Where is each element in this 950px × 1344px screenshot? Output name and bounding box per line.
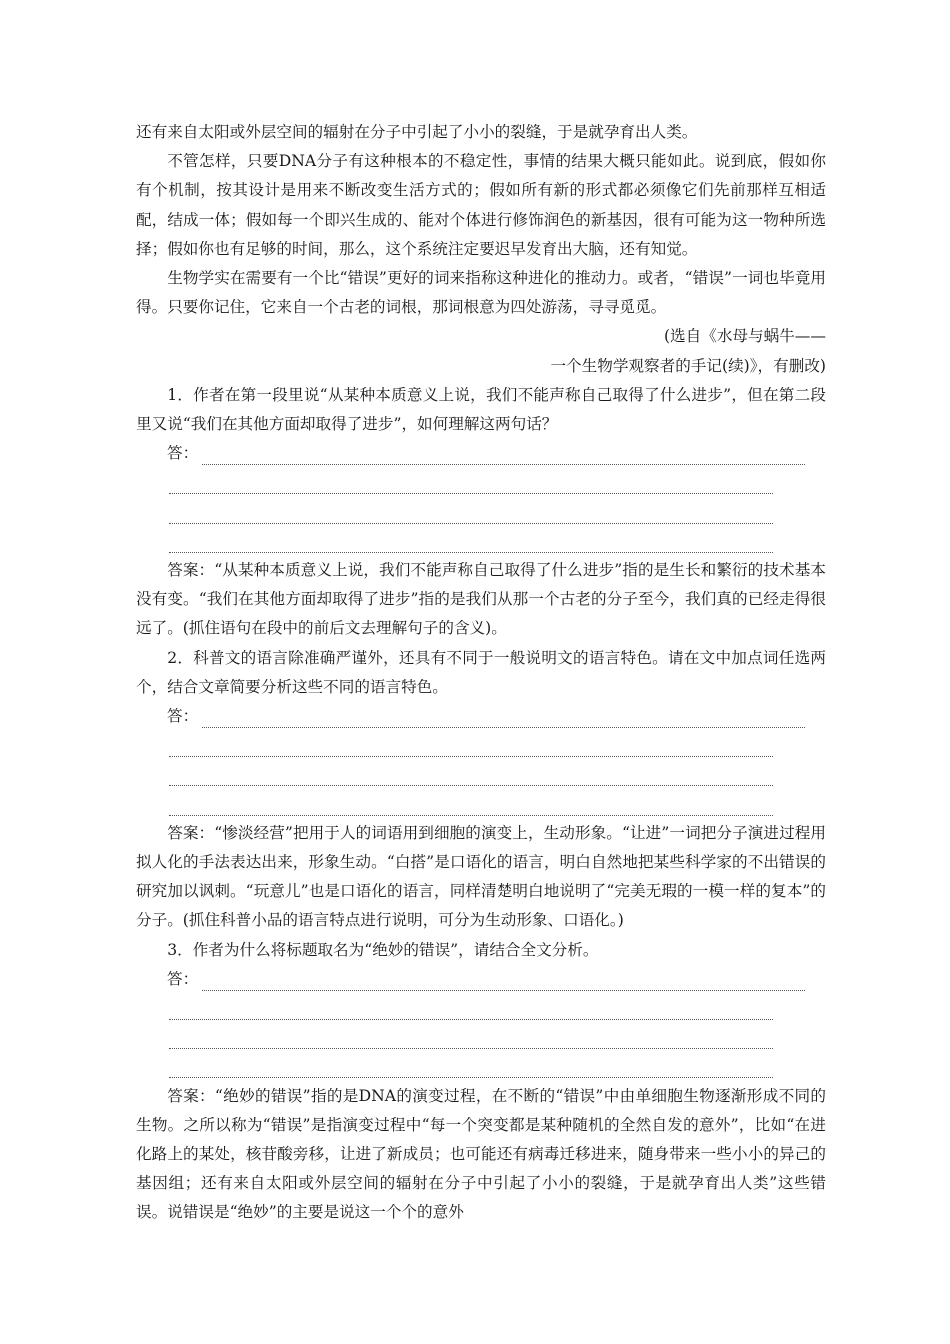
question-text: 2．科普文的语言除准确严谨外，还具有不同于一般说明文的语言特色。请在文中加点词任选两个，结合文章简要分析这些不同的语言特色。	[136, 648, 826, 696]
body-paragraph: 还有来自太阳或外层空间的辐射在分子中引起了小小的裂缝，于是就孕育出人类。	[136, 123, 698, 141]
answer-dotted-line	[169, 756, 773, 757]
answer-dotted-line	[169, 1077, 773, 1078]
answer-line[interactable]	[136, 702, 826, 731]
answer-line[interactable]	[136, 498, 826, 527]
source-citation: 一个生物学观察者的手记(续)》，有删改)	[550, 356, 826, 375]
source-citation: (选自《水母与蜗牛——	[663, 327, 826, 346]
answer-text: 答案：“绝妙的错误”指的是DNA的演变过程，在不断的“错误”中由单细胞生物逐渐形成不同的生物。之所以称为“错误”是指演变过程中“每一个突变都是某种随机的全然自发的意外”，比如“在进化路上的某处，核苷酸旁移，让进了新成员；也可能还有病毒迁移进来，随身带来一些小小的异己的基因组；还有来自太阳或外层空间的辐射在分子中引起了小小的裂缝，于是就孕育出人类”这些错误。说错误是“绝妙”的主要是说这一个个的意外	[136, 1086, 826, 1222]
answer-dotted-line	[169, 523, 773, 524]
answer-line[interactable]	[136, 1023, 826, 1052]
answer-dotted-line	[169, 815, 773, 816]
answer-dotted-line	[202, 727, 805, 728]
answer-dotted-line	[169, 1048, 773, 1049]
answer-text: 答案：“惨淡经营”把用于人的词语用到细胞的演变上，生动形象。“让进”一词把分子演进过程用拟人化的手法表达出来，形象生动。“白搭”是口语化的语言，明白自然地把某些科学家的不出错误的研究加以讽刺。“玩意儿”也是口语化的语言，同样清楚明白地说明了“完美无瑕的一模一样的复本”的分子。(抓住科普小品的语言特点进行说明，可分为生动形象、口语化。)	[136, 823, 826, 930]
document-page	[136, 118, 826, 1228]
answer-dotted-line	[169, 785, 773, 786]
answer-dotted-line	[169, 493, 773, 494]
answer-line[interactable]	[136, 527, 826, 556]
body-paragraph: 生物学实在需要有一个比“错误”更好的词来指称这种进化的推动力。或者，“错误”一词也毕竟用得。只要你记住，它来自一个古老的词根，那词根意为四处游荡，寻寻觅觅。	[136, 269, 826, 317]
answer-line[interactable]	[136, 965, 826, 994]
answer-dotted-line	[202, 990, 805, 991]
answer-line[interactable]	[136, 760, 826, 789]
answer-text: 答案：“从某种本质意义上说，我们不能声称自己取得了什么进步”指的是生长和繁衍的技术基本没有变。“我们在其他方面却取得了进步”指的是我们从那一个古老的分子至今，我们真的已经走得很远了。(抓住语句在段中的前后文去理解句子的含义)。	[136, 560, 826, 638]
answer-label: 答：	[167, 969, 199, 988]
answer-line[interactable]	[136, 1052, 826, 1081]
body-paragraph: 不管怎样，只要DNA分子有这种根本的不稳定性，事情的结果大概只能如此。说到底，假如你有个机制，按其设计是用来不断改变生活方式的；假如所有新的形式都必须像它们先前那样互相适配，结成一体；假如每一个即兴生成的、能对个体进行修饰润色的新基因，很有可能为这一物种所选择；假如你也有足够的时间，那么，这个系统注定要迟早发育出大脑，还有知觉。	[136, 152, 826, 258]
answer-dotted-line	[169, 1019, 773, 1020]
answer-line[interactable]	[136, 439, 826, 468]
answer-line[interactable]	[136, 731, 826, 760]
question-text: 3．作者为什么将标题取名为“绝妙的错误”，请结合全文分析。	[167, 940, 599, 959]
answer-dotted-line	[169, 552, 773, 553]
answer-line[interactable]	[136, 468, 826, 497]
answer-line[interactable]	[136, 994, 826, 1023]
answer-label: 答：	[167, 444, 199, 463]
answer-dotted-line	[202, 464, 805, 465]
answer-label: 答：	[167, 707, 199, 725]
answer-line[interactable]	[136, 790, 826, 819]
question-text: 1．作者在第一段里说“从某种本质意义上说，我们不能声称自己取得了什么进步”，但在第二段里又说“我们在其他方面却取得了进步”，如何理解这两句话？	[136, 385, 826, 434]
